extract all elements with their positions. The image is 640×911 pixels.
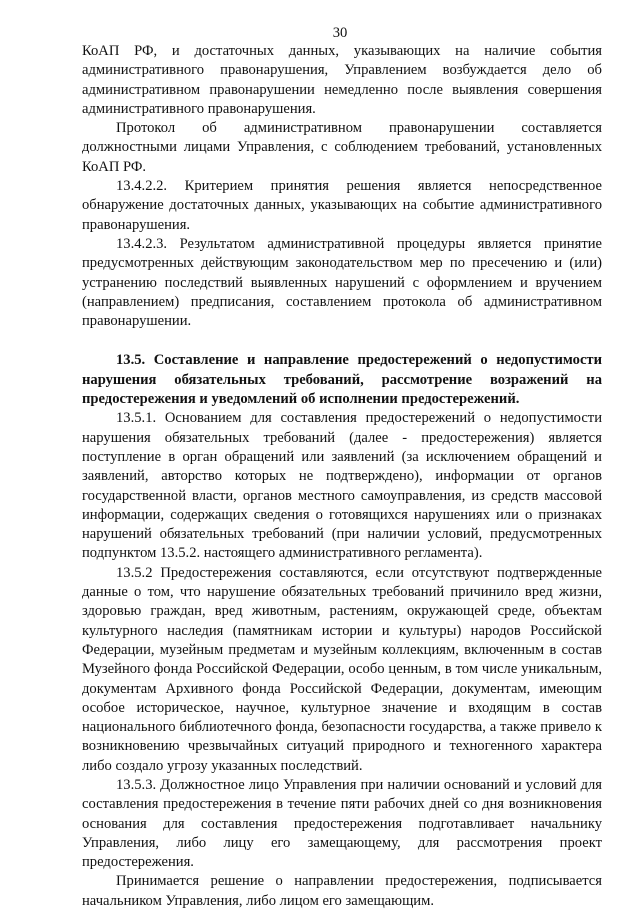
paragraph: Протокол об административном правонарушении составляется должностными лицами Управления, с соблюдением требований, установленных КоАП РФ. [82, 120, 602, 175]
paragraph: 13.4.2.2. Критерием принятия решения является непосредственное обнаружение достаточных данных, указывающих на событие административного правонарушения. [82, 178, 602, 233]
paragraph: 13.5.3. Должностное лицо Управления при наличии оснований и условий для составления предостережения в течение пяти рабочих дней со дня возникновения основания для составления предостережения подготавливает начальнику Управления, либо лицу его замещающему, для рассмотрения проект предостережения. [82, 776, 602, 871]
document-body [82, 42, 602, 911]
section-heading: 13.5. Составление и направление предостережений о недопустимости нарушения обязательных требований, рассмотрение возражений на предостережения и уведомлений об исполнении предостережений. [82, 352, 602, 408]
paragraph: Принимается решение о направлении предостережения, подписывается начальником Управления, либо лицом его замещающим. [82, 873, 602, 909]
page-number: 30 [332, 25, 348, 41]
paragraph: 13.5.2 Предостережения составляются, если отсутствуют подтвержденные данные о том, что нарушение обязательных требований причинило вред жизни, здоровью граждан, вред животным, растениям, окружающей среде, объектам культурного наследия (памятникам истории и культуры) народов Российской Федерации, музейным предметам и музейным коллекциям, включенным в состав Музейного фонда Российской Федерации, особо ценным, в том числе уникальным, документам Архивного фонда Российской Федерации, документам, имеющим особое историческое, научное, культурное значение и входящим в состав национального библиотечного фонда, безопасности государства, а также привело к возникновению чрезвычайных ситуаций природного и техногенного характера либо создало угрозу указанных последствий. [82, 564, 602, 774]
paragraph: 13.4.2.3. Результатом административной процедуры является принятие предусмотренных действующим законодательством мер по пресечению и (или) устранению последствий выявленных нарушений с оформлением и вручением (направлением) предписания, составлением протокола об административном правонарушении. [82, 235, 602, 330]
paragraph: КоАП РФ, и достаточных данных, указывающих на наличие события административного правонарушения, Управлением возбуждается дело об административном правонарушении немедленно после выявления совершения административного правонарушения. [82, 43, 602, 117]
paragraph: 13.5.1. Основанием для составления предостережений о недопустимости нарушения обязательных требований (далее - предостережения) является поступление в орган обращений или заявлений (за исключением обращений и заявлений, авторство которых не подтверждено), информации от органов государственной власти, органов местного самоуправления, из средств массовой информации, содержащих сведения о готовящихся нарушениях или о признаках нарушений обязательных требований (при наличии условий, предусмотренных подпунктом 13.5.2. настоящего административного регламента). [82, 410, 602, 562]
